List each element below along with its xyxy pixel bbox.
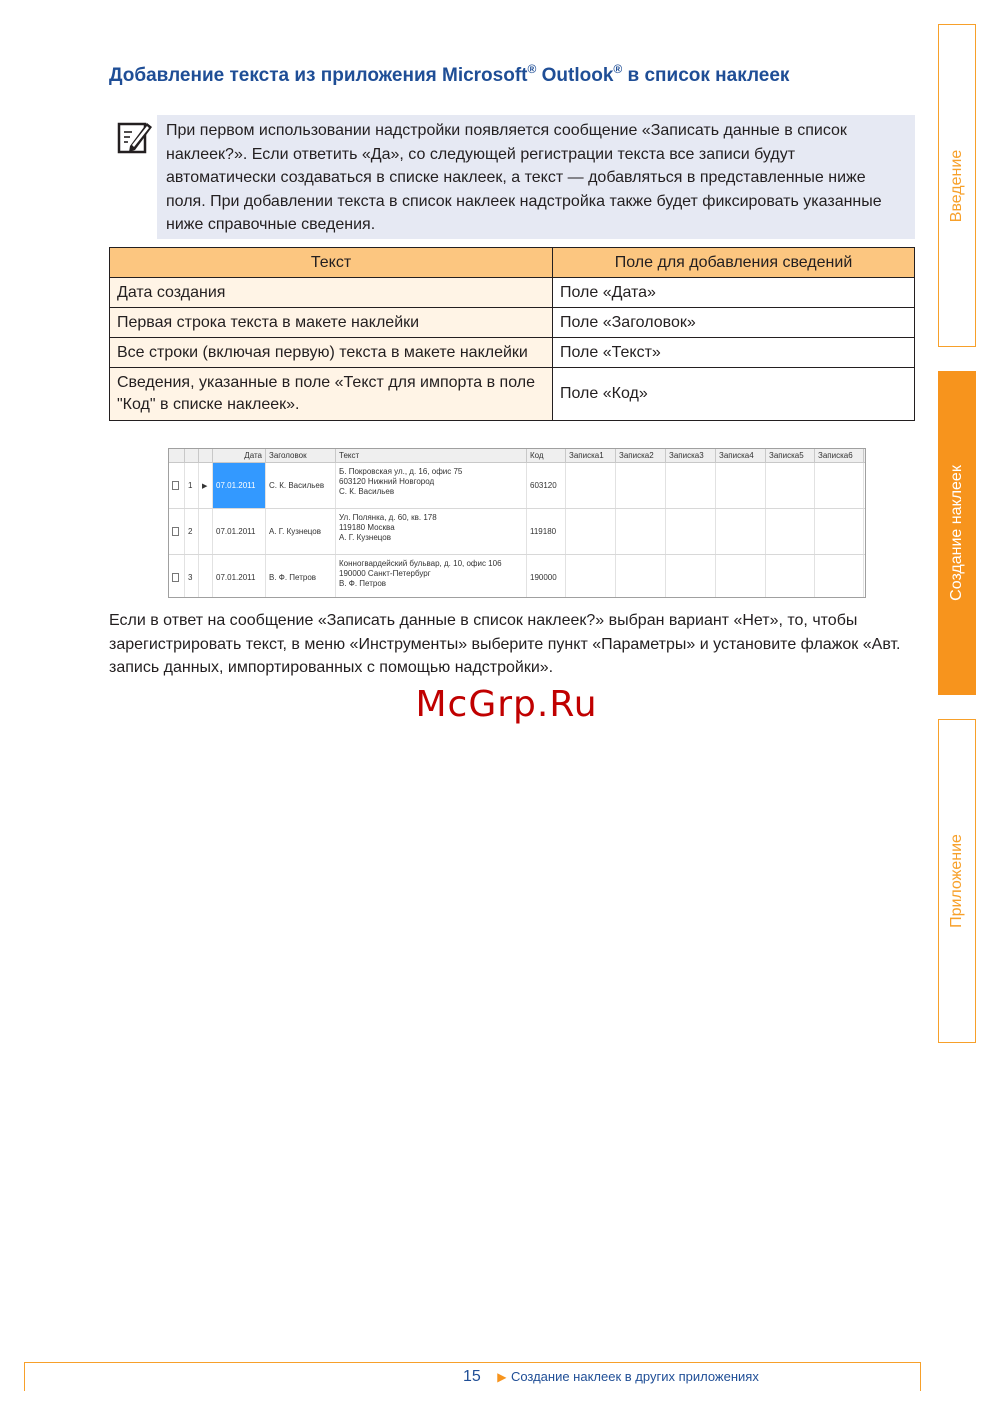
row-indicator [199,555,213,598]
tab-creating-labels[interactable] [938,371,976,695]
row-title[interactable]: В. Ф. Петров [266,555,336,598]
grid-header-date[interactable]: Дата [213,449,266,462]
checkbox-icon[interactable] [172,481,179,490]
tab-label: Создание наклеек [948,465,965,601]
row-text[interactable]: Ул. Полянка, д. 60, кв. 178 119180 Москва А. Г. Кузнецов [336,509,527,554]
table-cell: Дата создания [110,278,553,308]
field-mapping-table [109,247,915,421]
grid-row[interactable] [169,509,865,555]
row-note[interactable] [716,555,766,598]
row-note[interactable] [766,463,815,508]
grid-header-note5[interactable]: Записка5 [766,449,815,462]
grid-header-check [169,449,185,462]
grid-header-note3[interactable]: Записка3 [666,449,716,462]
grid-header-note6[interactable]: Записка6 [815,449,864,462]
note-pencil-icon [116,118,154,156]
row-note[interactable] [566,555,616,598]
table-row [110,338,915,368]
grid-row[interactable] [169,463,865,509]
row-text[interactable]: Б. Покровская ул., д. 16, офис 75 603120 Нижний Новгород С. К. Васильев [336,463,527,508]
table-row [110,278,915,308]
table-row [110,368,915,421]
table-cell: Поле «Текст» [553,338,915,368]
row-note[interactable] [666,463,716,508]
registered-mark: ® [527,62,537,76]
grid-header-note1[interactable]: Записка1 [566,449,616,462]
row-note[interactable] [616,463,666,508]
grid-header-title[interactable]: Заголовок [266,449,336,462]
table-cell: Поле «Заголовок» [553,308,915,338]
title-part: Outlook [536,65,614,86]
row-title[interactable]: А. Г. Кузнецов [266,509,336,554]
registered-mark: ® [613,62,623,76]
table-header-row [110,248,915,278]
column-header-text: Текст [110,248,553,278]
row-number: 2 [185,509,199,554]
row-code[interactable]: 190000 [527,555,566,598]
note-text: При первом использовании надстройки появляется сообщение «Записать данные в список наклеек?». Если ответить «Да», со следующей регистрации текста все записи будут автоматически создаваться в списке наклеек, а текст — добавляться в представленные ниже поля. При добавлении текста в список наклеек надстройка также будет фиксировать указанные ниже справочные сведения. [166,122,882,233]
note-box [157,115,915,239]
row-code[interactable]: 119180 [527,509,566,554]
grid-header-text[interactable]: Текст [336,449,527,462]
table-cell: Все строки (включая первую) текста в макете наклейки [110,338,553,368]
grid-header-indicator [199,449,213,462]
row-note[interactable] [716,463,766,508]
row-number: 3 [185,555,199,598]
tab-label: Введение [948,149,965,222]
grid-header-code[interactable]: Код [527,449,566,462]
tab-introduction[interactable] [938,24,976,347]
title-part: Добавление текста из приложения Microsoft [109,65,528,86]
footer [463,1368,759,1386]
row-note[interactable] [616,509,666,554]
current-row-arrow-icon: ▶ [199,463,213,508]
row-note[interactable] [566,509,616,554]
column-header-field: Поле для добавления сведений [553,248,915,278]
row-text[interactable]: Конногвардейский бульвар, д. 10, офис 106 190000 Санкт-Петербург В. Ф. Петров [336,555,527,598]
footer-section-link[interactable]: Создание наклеек в других приложениях [510,1369,759,1384]
row-note[interactable] [666,509,716,554]
grid-header-note4[interactable]: Записка4 [716,449,766,462]
row-note[interactable] [716,509,766,554]
table-row [110,308,915,338]
row-checkbox[interactable] [169,509,185,554]
table-cell: Поле «Код» [553,368,915,421]
row-date[interactable]: 07.01.2011 [213,509,266,554]
tab-label: Приложение [948,834,965,928]
row-indicator [199,509,213,554]
row-date[interactable]: 07.01.2011 [213,555,266,598]
row-date[interactable]: 07.01.2011 [213,463,266,508]
page-title [109,62,909,87]
grid-header [169,449,865,463]
checkbox-icon[interactable] [172,573,179,582]
row-note[interactable] [766,555,815,598]
table-cell: Первая строка текста в макете наклейки [110,308,553,338]
row-note[interactable] [766,509,815,554]
row-number: 1 [185,463,199,508]
tab-appendix[interactable] [938,719,976,1043]
grid-header-num [185,449,199,462]
watermark: McGrp.Ru [415,684,598,725]
row-note[interactable] [815,509,864,554]
row-note[interactable] [815,555,864,598]
row-note[interactable] [666,555,716,598]
row-code[interactable]: 603120 [527,463,566,508]
table-cell: Сведения, указанные в поле «Текст для импорта в поле "Код" в списке наклеек». [110,368,553,421]
title-part: в список наклеек [622,65,790,86]
row-note[interactable] [815,463,864,508]
label-list-screenshot [168,448,866,598]
row-checkbox[interactable] [169,463,185,508]
grid-header-note2[interactable]: Записка2 [616,449,666,462]
row-note[interactable] [616,555,666,598]
row-checkbox[interactable] [169,555,185,598]
arrow-right-icon: ▶ [497,1370,507,1384]
grid-row[interactable] [169,555,865,598]
page-number: 15 [463,1368,481,1385]
body-paragraph: Если в ответ на сообщение «Записать данные в список наклеек?» выбран вариант «Нет», то, чтобы зарегистрировать текст, в меню «Инструменты» выберите пункт «Параметры» и установите флажок «Авт. запись данных, импортированных с помощью надстройки». [109,612,901,676]
row-note[interactable] [566,463,616,508]
row-title[interactable]: С. К. Васильев [266,463,336,508]
table-cell: Поле «Дата» [553,278,915,308]
checkbox-icon[interactable] [172,527,179,536]
